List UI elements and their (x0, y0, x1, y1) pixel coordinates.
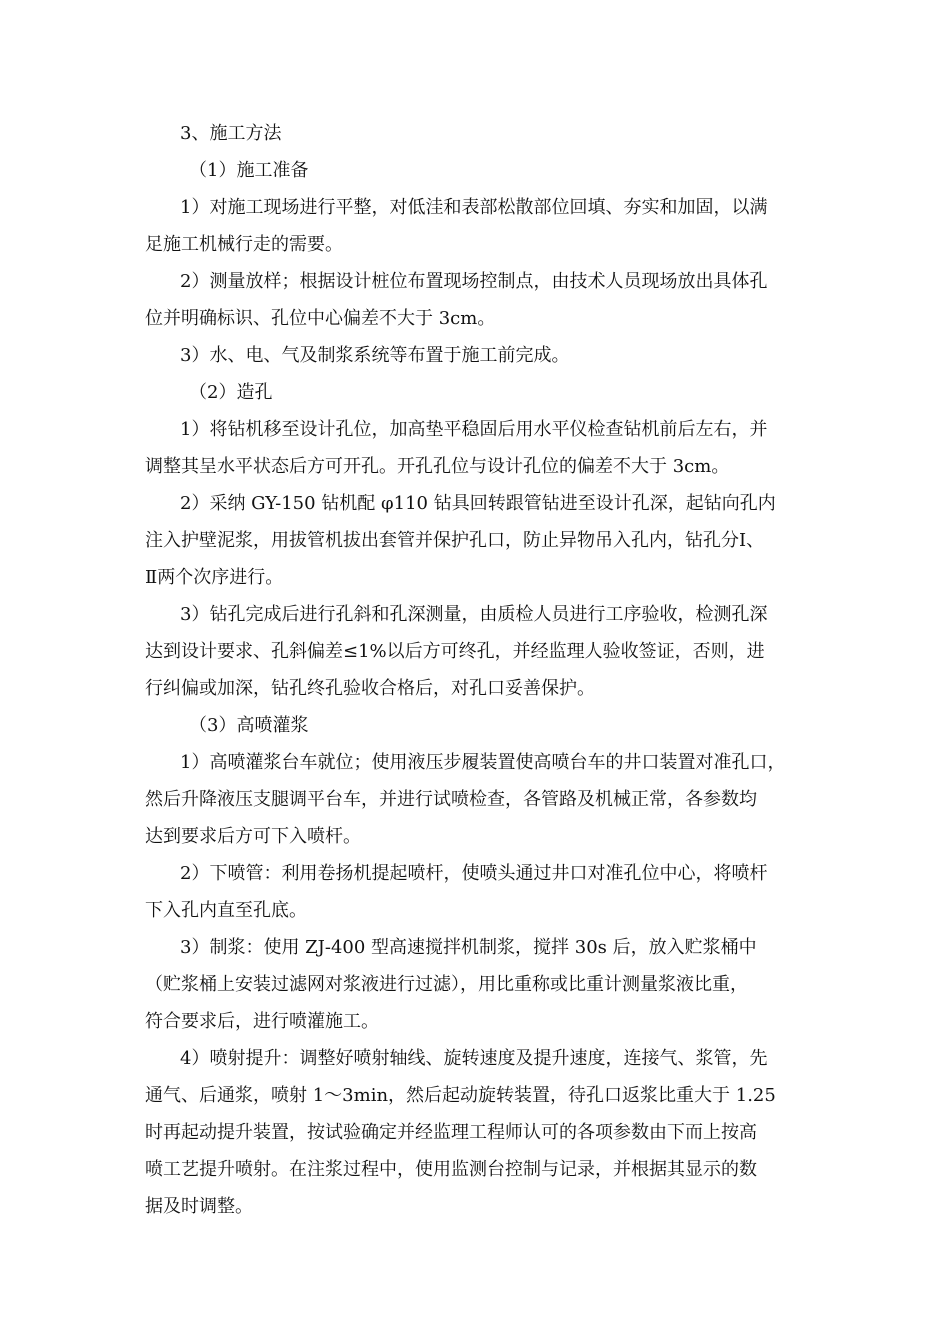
text-line: 位并明确标识、孔位中心偏差不大于 3cm。 (145, 308, 496, 329)
text-line: 注入护壁泥浆，用拔管机拔出套管并保护孔口，防止异物吊入孔内，钻孔分Ⅰ、 (145, 530, 765, 551)
subsection-heading-preparation: （1）施工准备 (189, 160, 309, 181)
document-body (145, 115, 805, 1225)
text-line: 喷工艺提升喷射。在注浆过程中，使用监测台控制与记录，并根据其显示的数 (145, 1159, 757, 1180)
section-heading-construction-method: 3、施工方法 (180, 123, 282, 144)
text-line: （贮浆桶上安装过滤网对浆液进行过滤），用比重称或比重计测量浆液比重， (145, 974, 748, 995)
text-line: 达到要求后方可下入喷杆。 (145, 826, 361, 847)
subsection-heading-drilling: （2）造孔 (189, 382, 273, 403)
text-line: 下入孔内直至孔底。 (145, 900, 307, 921)
text-line: 4）喷射提升：调整好喷射轴线、旋转速度及提升速度，连接气、浆管，先 (180, 1048, 768, 1069)
text-line: 2）下喷管：利用卷扬机提起喷杆，使喷头通过井口对准孔位中心，将喷杆 (180, 863, 768, 884)
text-line: 3）水、电、气及制浆系统等布置于施工前完成。 (180, 345, 570, 366)
text-line: 1）将钻机移至设计孔位，加高垫平稳固后用水平仪检查钻机前后左右，并 (180, 419, 768, 440)
text-line: 1）高喷灌浆台车就位；使用液压步履装置使高喷台车的井口装置对准孔口， (180, 752, 786, 773)
text-line: 3）制浆：使用 ZJ-400 型高速搅拌机制浆，搅拌 30s 后，放入贮浆桶中 (180, 937, 757, 958)
text-line: 通气、后通浆，喷射 1～3min，然后起动旋转装置，待孔口返浆比重大于 1.25 (145, 1085, 776, 1106)
text-line: 时再起动提升装置，按试验确定并经监理工程师认可的各项参数由下而上按高 (145, 1122, 757, 1143)
text-line: 足施工机械行走的需要。 (145, 234, 343, 255)
text-line: Ⅱ两个次序进行。 (145, 567, 284, 588)
text-line: 据及时调整。 (145, 1196, 253, 1217)
text-line: 行纠偏或加深，钻孔终孔验收合格后，对孔口妥善保护。 (145, 678, 595, 699)
text-line: 2）采纳 GY-150 钻机配 φ110 钻具回转跟管钻进至设计孔深，起钻向孔内 (180, 493, 776, 514)
subsection-heading-jet-grouting: （3）高喷灌浆 (189, 715, 309, 736)
text-line: 3）钻孔完成后进行孔斜和孔深测量，由质检人员进行工序验收，检测孔深 (180, 604, 768, 625)
text-line: 1）对施工现场进行平整，对低洼和表部松散部位回填、夯实和加固，以满 (180, 197, 768, 218)
text-line: 调整其呈水平状态后方可开孔。开孔孔位与设计孔位的偏差不大于 3cm。 (145, 456, 730, 477)
text-line: 然后升降液压支腿调平台车，并进行试喷检查，各管路及机械正常，各参数均 (145, 789, 757, 810)
text-line: 达到设计要求、孔斜偏差≤1%以后方可终孔，并经监理人验收签证，否则，进 (145, 641, 765, 662)
text-line: 符合要求后，进行喷灌施工。 (145, 1011, 379, 1032)
text-line: 2）测量放样；根据设计桩位布置现场控制点，由技术人员现场放出具体孔 (180, 271, 768, 292)
